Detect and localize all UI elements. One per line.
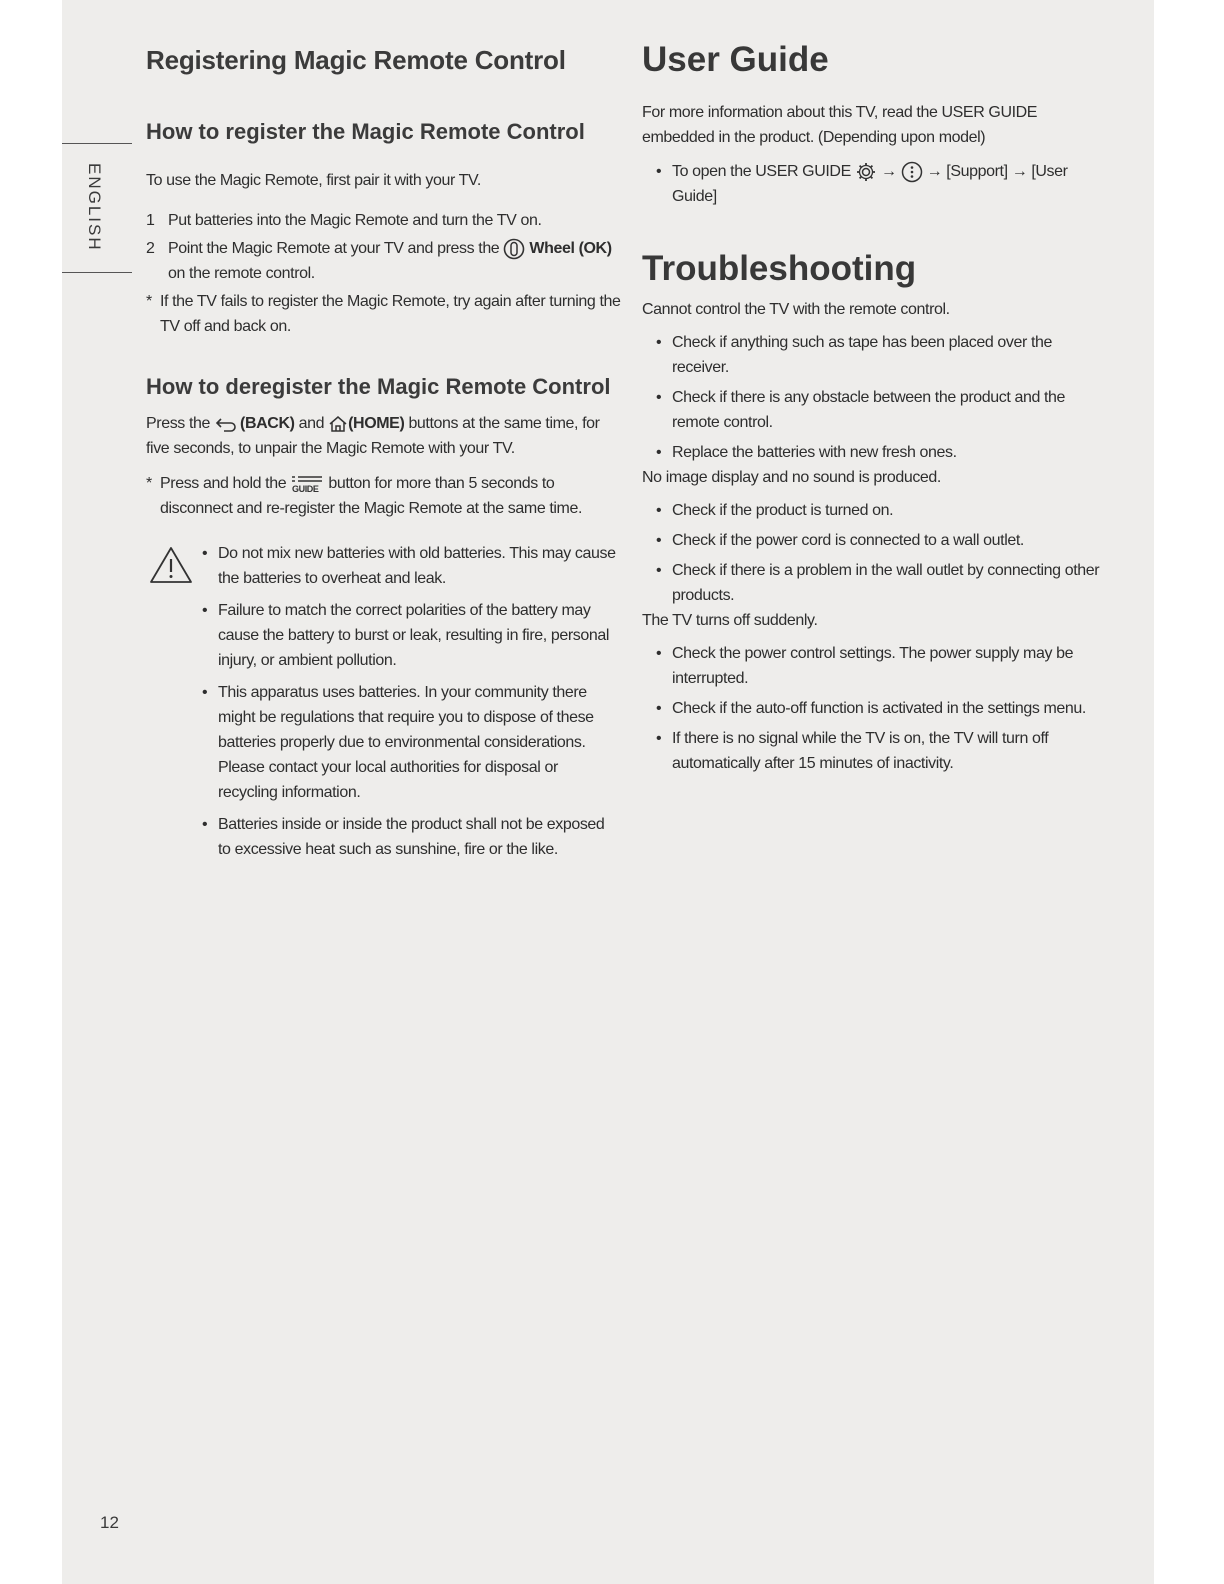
step-text-pre: Point the Magic Remote at your TV and press the (168, 240, 500, 257)
back-icon (214, 416, 240, 432)
warning-item (202, 680, 621, 805)
solution-text: If there is no signal while the TV is on, the TV will turn off automatically after 15 minutes of inactivity. (672, 730, 1049, 772)
registering-title: Registering Magic Remote Control (146, 45, 566, 75)
bullet-dot: • (656, 444, 662, 461)
step-text-post: on the remote control. (168, 265, 315, 282)
solution-text: Check if the power cord is connected to a wall outlet. (672, 532, 1024, 549)
deregister-and: and (298, 415, 325, 432)
open-guide-text-pre: To open the USER GUIDE (672, 163, 851, 180)
bullet-dot: • (656, 645, 662, 662)
solution-text: Check if there is a problem in the wall outlet by connecting other products. (672, 562, 1100, 604)
home-label: (HOME) (348, 415, 405, 432)
note-text-post: button for more than 5 seconds to disconnect and re-register the Magic Remote at the same time. (160, 475, 583, 517)
bullet-dot: • (202, 816, 208, 833)
bullet-dot: • (202, 602, 208, 619)
warning-text: This apparatus uses batteries. In your community there might be regulations that require you to dispose of these batteries properly due to environmental considerations. Please contact your local authorities for disposal or recycling information. (218, 684, 594, 801)
solution-item (642, 498, 1112, 523)
warning-text: Failure to match the correct polarities of the battery may cause the battery to burst or leak, resulting in fire, personal injury, or ambient pollution. (218, 602, 610, 669)
note-asterisk: * (146, 475, 152, 492)
problem-statement: The TV turns off suddenly. (642, 612, 818, 629)
language-tab (62, 143, 132, 273)
bullet-dot: • (656, 502, 662, 519)
solution-item (642, 528, 1112, 553)
register-step-2 (146, 236, 621, 286)
arrow-1: → (880, 163, 897, 180)
solution-item (642, 440, 1112, 465)
svg-text:GUIDE: GUIDE (292, 483, 319, 494)
solution-text: Check the power control settings. The power supply may be interrupted. (672, 645, 1074, 687)
arrow-2: → (926, 163, 943, 180)
step-number: 1 (146, 212, 155, 229)
deregister-note (146, 471, 621, 521)
note-asterisk: * (146, 293, 152, 310)
note-text-pre: Press and hold the (160, 475, 287, 492)
register-note (146, 289, 621, 339)
solution-text: Replace the batteries with new fresh ones. (672, 444, 957, 461)
warning-triangle-icon (148, 545, 194, 585)
solution-item (642, 726, 1112, 776)
more-options-icon (901, 161, 923, 183)
user-guide-title: User Guide (642, 40, 829, 79)
bullet-dot: • (202, 684, 208, 701)
guide-button-icon (290, 474, 324, 494)
bullet-dot: • (656, 700, 662, 717)
solution-text: Check if the auto-off function is activated in the settings menu. (672, 700, 1086, 717)
bullet-dot: • (656, 334, 662, 351)
problem-statement: No image display and no sound is produced. (642, 469, 941, 486)
deregister-text-pre: Press the (146, 415, 210, 432)
bullet-dot: • (656, 163, 662, 180)
bullet-dot: • (656, 389, 662, 406)
warning-text: Do not mix new batteries with old batteries. This may cause the batteries to overheat and leak. (218, 545, 616, 587)
problem-group-turns-off (642, 608, 1112, 776)
bullet-dot: • (202, 545, 208, 562)
warning-item (202, 541, 621, 591)
step-text: Put batteries into the Magic Remote and turn the TV on. (168, 212, 542, 229)
warning-text: Batteries inside or inside the product shall not be exposed to excessive heat such as sunshine, fire or the like. (218, 816, 605, 858)
solution-text: Check if the product is turned on. (672, 502, 894, 519)
note-text: If the TV fails to register the Magic Remote, try again after turning the TV off and back on. (160, 293, 621, 335)
register-step-1 (146, 208, 621, 233)
user-guide-open-bullet (642, 159, 1112, 209)
left-column (146, 40, 621, 862)
solution-item (642, 641, 1112, 691)
language-tab-rule-bottom (62, 272, 132, 273)
user-guide-intro: For more information about this TV, read the USER GUIDE embedded in the product. (Depending upon model) (642, 104, 1038, 146)
user-guide-label: [User Guide] (672, 163, 1068, 205)
solution-item (642, 385, 1112, 435)
step-number: 2 (146, 240, 155, 257)
warning-list (202, 541, 621, 862)
settings-gear-icon (855, 161, 877, 183)
language-tab-rule-top (62, 143, 132, 144)
bullet-dot: • (656, 532, 662, 549)
wheel-button-icon (503, 238, 525, 260)
wheel-ok-label: Wheel (OK) (529, 240, 612, 257)
warning-item (202, 598, 621, 673)
bullet-dot: • (656, 730, 662, 747)
deregister-text-post: buttons at the same time, for five seconds, to unpair the Magic Remote with your TV. (146, 415, 600, 457)
battery-warning-block (146, 541, 621, 862)
support-label: [Support] (946, 163, 1008, 180)
back-label: (BACK) (240, 415, 295, 432)
right-column (642, 40, 1112, 776)
language-tab-label: ENGLISH (85, 163, 104, 252)
solution-text: Check if anything such as tape has been placed over the receiver. (672, 334, 1053, 376)
problem-statement: Cannot control the TV with the remote control. (642, 301, 950, 318)
register-heading: How to register the Magic Remote Control (146, 119, 585, 144)
problem-group-remote (642, 297, 1112, 465)
troubleshooting-title: Troubleshooting (642, 249, 917, 288)
home-icon (328, 415, 348, 433)
page-margin-left (0, 0, 62, 1584)
problem-group-no-image (642, 465, 1112, 608)
solution-item (642, 330, 1112, 380)
bullet-dot: • (656, 562, 662, 579)
solution-item (642, 696, 1112, 721)
solution-text: Check if there is any obstacle between the product and the remote control. (672, 389, 1066, 431)
warning-item (202, 812, 621, 862)
page-margin-right (1154, 0, 1224, 1584)
page-number: 12 (100, 1513, 119, 1532)
solution-item (642, 558, 1112, 608)
register-intro: To use the Magic Remote, first pair it with your TV. (146, 172, 481, 189)
deregister-text (146, 411, 621, 461)
deregister-heading: How to deregister the Magic Remote Control (146, 374, 611, 399)
arrow-3: → (1011, 163, 1028, 180)
